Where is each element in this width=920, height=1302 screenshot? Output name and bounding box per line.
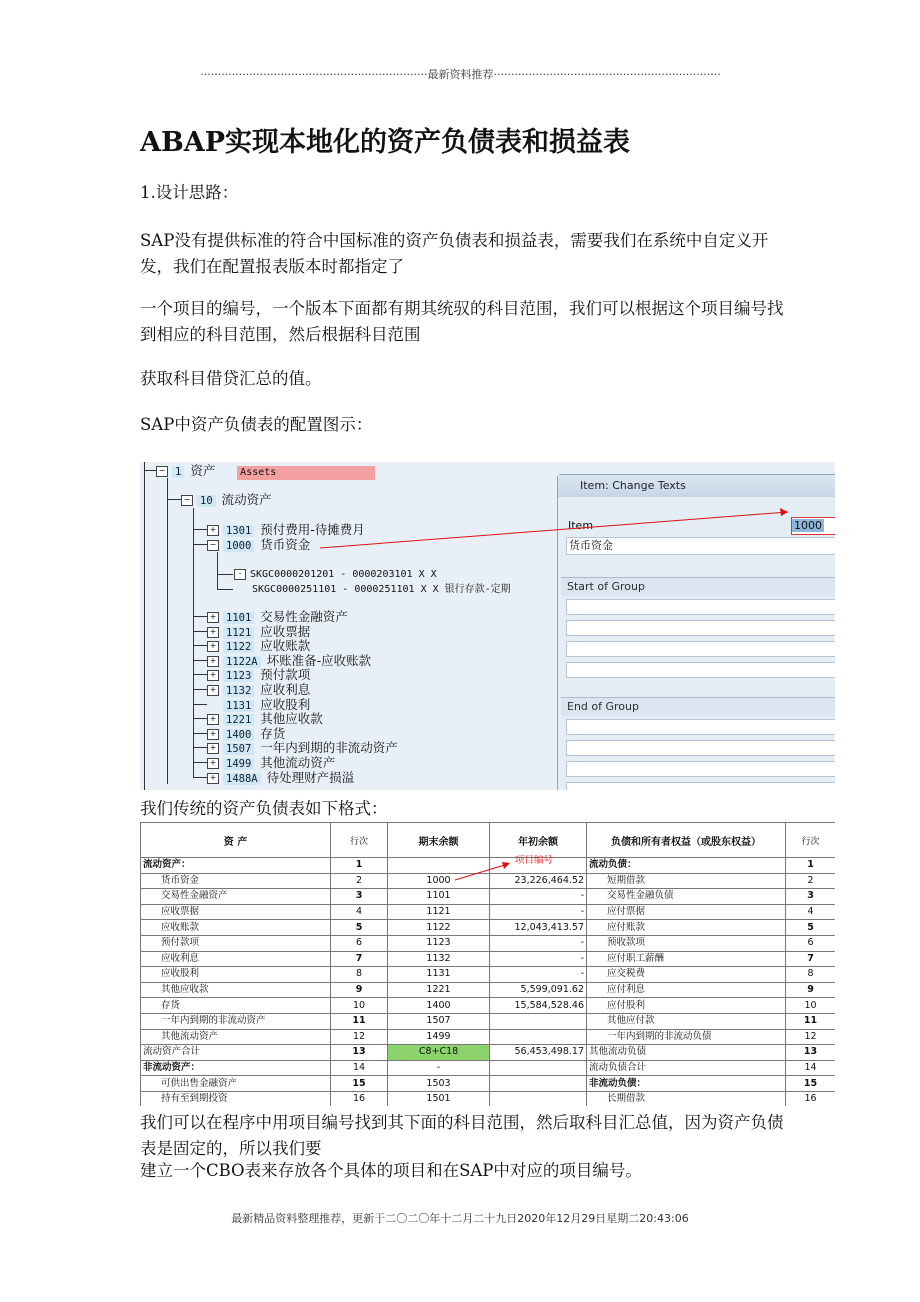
node-label: 预付费用-待摊费月 [260, 522, 365, 537]
table-cell: 应收股利 [141, 967, 331, 983]
node-code: 1122 [223, 641, 254, 653]
header-label: 最新资料推荐 [427, 68, 494, 81]
item-input-value: 1000 [794, 519, 822, 532]
node-label: 资产 [190, 463, 216, 478]
table-cell: 应收账款 [141, 920, 331, 936]
node-code: 1221 [223, 714, 254, 726]
node-label: 应收股利 [260, 696, 311, 712]
table-cell: 1101 [388, 889, 490, 905]
node-code: 1400 [223, 729, 254, 741]
header-dots-right: ································································· [493, 68, 721, 81]
table-cell: 4 [786, 904, 836, 920]
table-cell: 5 [331, 920, 388, 936]
paragraph-7: 建立一个CBO表来存放各个具体的项目和在SAP中对应的项目编号。 [140, 1161, 642, 1180]
table-cell: 6 [331, 935, 388, 951]
table-cell: 12 [786, 1029, 836, 1045]
node-code: 1123 [223, 670, 254, 682]
table-cell: 持有至到期投资 [141, 1091, 331, 1106]
header-ending-balance: 期末余额 [388, 823, 490, 858]
table-cell: 存货 [141, 998, 331, 1014]
table-cell: 3 [331, 889, 388, 905]
node-code: 1122A [223, 656, 261, 668]
table-cell: 流动负债： [587, 858, 786, 874]
table-cell: 预付款项 [141, 935, 331, 951]
table-cell: 1400 [388, 998, 490, 1014]
table-cell: 1131 [388, 967, 490, 983]
end-of-group-header: End of Group [561, 697, 835, 716]
paragraph-6: 我们可以在程序中用项目编号找到其下面的科目范围，然后取科目汇总值，因为资产负债表是固定的，所以我们要 [140, 1113, 784, 1158]
header-liabilities: 负债和所有者权益（或股东权益） [587, 823, 786, 858]
node-code: 1499 [223, 758, 254, 770]
expand-icon: + [207, 685, 219, 696]
table-cell: 8 [786, 967, 836, 983]
table-cell: 其他应收款 [141, 982, 331, 998]
header-dots-left: ································································· [200, 68, 428, 81]
table-cell: - [490, 889, 587, 905]
table-cell: 5,599,091.62 [490, 982, 587, 998]
node-label: 其他应收款 [260, 711, 323, 727]
table-cell: 1123 [388, 935, 490, 951]
table-cell: 预收款项 [587, 935, 786, 951]
table-cell: 15 [331, 1076, 388, 1092]
node-label: 流动资产 [221, 492, 272, 507]
table-cell: 14 [786, 1060, 836, 1076]
table-cell: - [388, 1060, 490, 1076]
table-cell: 10 [786, 998, 836, 1014]
table-cell: 1499 [388, 1029, 490, 1045]
table-cell: 应收票据 [141, 904, 331, 920]
table-cell: 流动资产： [141, 858, 331, 874]
table-cell: 1121 [388, 904, 490, 920]
node-code: 1507 [223, 743, 254, 755]
dialog-title: Item: Change Texts [580, 479, 686, 492]
collapse-icon: − [207, 540, 219, 551]
expand-icon: + [207, 525, 219, 536]
expand-icon: + [207, 627, 219, 638]
table-cell: 16 [786, 1091, 836, 1106]
table-cell: 货币资金 [141, 873, 331, 889]
folder-icon: − [156, 466, 168, 477]
expand-icon: + [207, 773, 219, 784]
table-cell: 1 [786, 858, 836, 874]
node-tag: Assets [237, 466, 375, 480]
table-cell: 1503 [388, 1076, 490, 1092]
table-cell: 12 [331, 1029, 388, 1045]
header-line-no-2: 行次 [786, 823, 836, 858]
node-code: 10 [197, 495, 216, 507]
table-cell: 其他流动负债 [587, 1045, 786, 1061]
table-cell: 4 [331, 904, 388, 920]
table-cell: 9 [331, 982, 388, 998]
table-cell: 12,043,413.57 [490, 920, 587, 936]
table-cell: 应收利息 [141, 951, 331, 967]
table-cell: 1000 [388, 873, 490, 889]
table-cell: 其他流动资产 [141, 1029, 331, 1045]
node-label: 存货 [260, 725, 286, 741]
page-footer: 最新精品资料整理推荐，更新于二〇二〇年十二月二十九日2020年12月29日星期二20:43:06 [231, 1212, 689, 1225]
table-cell: 一年内到期的非流动负债 [587, 1029, 786, 1045]
sap-config-screenshot [140, 462, 835, 790]
table-cell: - [490, 904, 587, 920]
table-cell: 非流动资产： [141, 1060, 331, 1076]
table-cell: 5 [786, 920, 836, 936]
paragraph-2: 一个项目的编号，一个版本下面都有期其统驭的科目范围，我们可以根据这个项目编号找到相应的科目范围，然后根据科目范围 [140, 299, 784, 344]
account-range-text: SKGC0000251101 - 0000251101 X X 银行存款-定期 [252, 584, 511, 595]
node-code: 1132 [223, 685, 254, 697]
table-cell: 15,584,528.46 [490, 998, 587, 1014]
table-cell: 1122 [388, 920, 490, 936]
pointer-arrow [140, 462, 835, 790]
table-cell: 应付账款 [587, 920, 786, 936]
table-cell: 2 [786, 873, 836, 889]
table-cell: 可供出售金融资产 [141, 1076, 331, 1092]
table-cell: 短期借款 [587, 873, 786, 889]
table-cell: 1507 [388, 1013, 490, 1029]
item-label: Item [568, 519, 594, 532]
table-cell: 14 [331, 1060, 388, 1076]
table-cell: 13 [786, 1045, 836, 1061]
item-code-annotation: 项目编号 [515, 855, 554, 866]
table-cell: 1 [331, 858, 388, 874]
table-cell: 非流动负债： [587, 1076, 786, 1092]
table-cell: 应付职工薪酬 [587, 951, 786, 967]
table-cell: - [490, 967, 587, 983]
node-label: 其他流动资产 [260, 755, 336, 770]
text-input-value: 货币资金 [569, 539, 613, 552]
node-code: 1301 [223, 525, 254, 537]
node-code: 1000 [223, 540, 254, 552]
table-cell: 11 [786, 1013, 836, 1029]
expand-icon: + [207, 670, 219, 681]
table-cell: 应付股利 [587, 998, 786, 1014]
node-label: 应收利息 [260, 682, 311, 697]
node-label: 货币资金 [260, 537, 311, 552]
expand-icon: + [207, 714, 219, 725]
table-cell: 7 [786, 951, 836, 967]
table-cell: 3 [786, 889, 836, 905]
expand-icon: + [207, 743, 219, 754]
paragraph-1: SAP没有提供标准的符合中国标准的资产负债表和损益表，需要我们在系统中自定义开发，我们在配置报表版本时都指定了 [140, 231, 769, 276]
table-cell: 8 [331, 967, 388, 983]
table-cell: 一年内到期的非流动资产 [141, 1013, 331, 1029]
table-cell: 1501 [388, 1091, 490, 1106]
node-label: 一年内到期的非流动资产 [260, 740, 398, 756]
table-cell: 流动负债合计 [587, 1060, 786, 1076]
node-label: 待处理财产损溢 [266, 769, 355, 785]
header-line-no: 行次 [331, 823, 388, 858]
header-assets: 资 产 [141, 823, 331, 858]
table-cell: 应交税费 [587, 967, 786, 983]
table-cell: 1132 [388, 951, 490, 967]
table-cell: 应付利息 [587, 982, 786, 998]
table-cell: 9 [786, 982, 836, 998]
account-range-text: SKGC0000201201 - 0000203101 X X [250, 569, 437, 580]
node-label: 应收账款 [260, 638, 311, 654]
table-cell: 长期借款 [587, 1091, 786, 1106]
expand-icon: + [207, 758, 219, 769]
table-cell: C8+C18 [388, 1045, 490, 1061]
expand-icon: + [207, 612, 219, 623]
node-code: 1488A [223, 773, 261, 785]
table-cell: 15 [786, 1076, 836, 1092]
table-cell: 10 [331, 998, 388, 1014]
node-label: 交易性金融资产 [260, 609, 348, 624]
header-opening-balance: 年初余额 [490, 823, 587, 858]
node-label: 预付款项 [260, 667, 311, 683]
node-code: 1121 [223, 627, 254, 639]
start-of-group-header: Start of Group [561, 577, 835, 596]
table-cell: 其他应付款 [587, 1013, 786, 1029]
table-cell: 交易性金融资产 [141, 889, 331, 905]
page-title: ABAP实现本地化的资产负债表和损益表 [140, 127, 631, 158]
table-cell: 7 [331, 951, 388, 967]
folder-icon: − [181, 495, 193, 506]
section-heading: 1.设计思路： [140, 183, 239, 202]
table-cell: 应付票据 [587, 904, 786, 920]
page-header [163, 66, 758, 82]
annotation-arrow [140, 822, 835, 1106]
table-cell: 23,226,464.52 [490, 873, 587, 889]
paragraph-4: SAP中资产负债表的配置图示： [140, 415, 373, 434]
paragraph-3: 获取科目借贷汇总的值。 [140, 369, 322, 388]
table-cell: - [490, 951, 587, 967]
node-code: 1 [172, 466, 184, 478]
table-cell: - [490, 935, 587, 951]
table-cell: 1221 [388, 982, 490, 998]
account-icon: · [234, 569, 246, 580]
table-cell: 流动资产合计 [141, 1045, 331, 1061]
node-code: 1101 [223, 612, 254, 624]
table-cell: 2 [331, 873, 388, 889]
table-cell: 16 [331, 1091, 388, 1106]
table-cell: 交易性金融负债 [587, 889, 786, 905]
expand-icon: + [207, 656, 219, 667]
node-label: 应收票据 [260, 623, 311, 639]
table-cell: 11 [331, 1013, 388, 1029]
table-cell: 13 [331, 1045, 388, 1061]
table-cell: 6 [786, 935, 836, 951]
node-code: 1131 [223, 700, 254, 712]
balance-sheet-table [140, 822, 835, 1106]
paragraph-5: 我们传统的资产负债表如下格式： [140, 799, 388, 818]
table-cell: 56,453,498.17 [490, 1045, 587, 1061]
expand-icon: + [207, 641, 219, 652]
node-label: 坏账准备-应收账款 [266, 652, 372, 668]
expand-icon: + [207, 729, 219, 740]
